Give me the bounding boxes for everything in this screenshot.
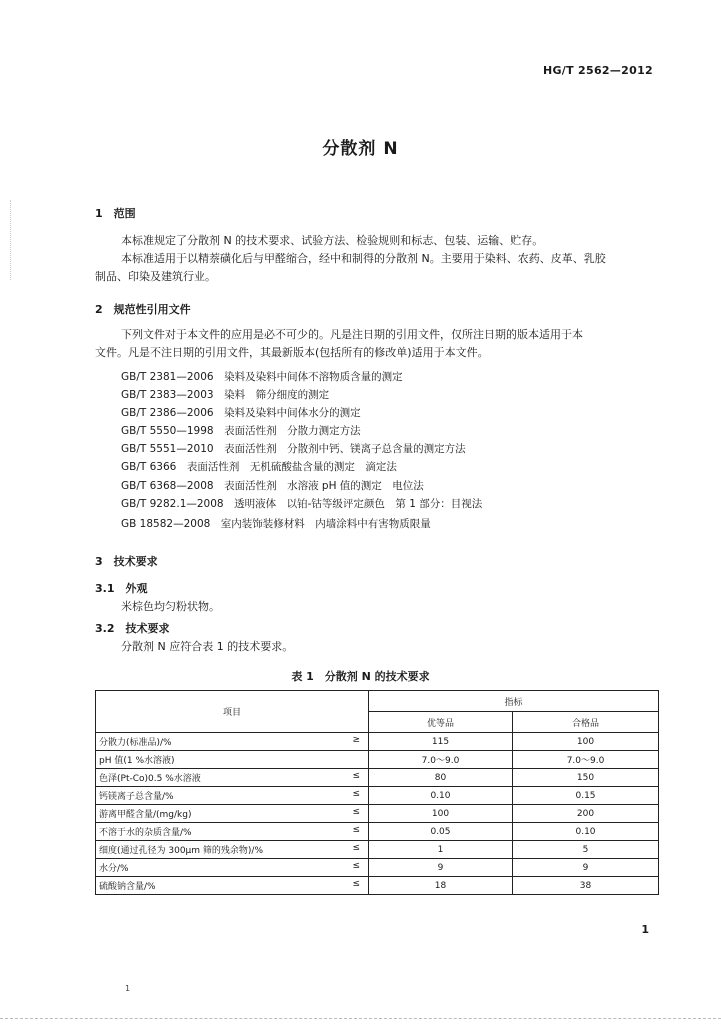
section-3-heading: 3 技术要求	[95, 555, 158, 568]
row-value-qualified: 150	[513, 769, 659, 787]
section-2-heading: 2 规范性引用文件	[95, 303, 191, 316]
row-value-premium: 7.0～9.0	[369, 751, 513, 769]
header-grade-qualified: 合格品	[513, 712, 659, 733]
row-value-premium: 100	[369, 805, 513, 823]
row-operator: ≥	[352, 735, 360, 745]
table-row	[96, 805, 659, 823]
row-value-premium: 80	[369, 769, 513, 787]
header-item: 项目	[96, 691, 369, 733]
row-value-qualified: 0.10	[513, 823, 659, 841]
row-value-qualified: 0.15	[513, 787, 659, 805]
row-item: 不溶于水的杂质含量/%	[99, 828, 192, 838]
row-value-qualified: 100	[513, 733, 659, 751]
row-value-premium: 1	[369, 841, 513, 859]
row-value-premium: 115	[369, 733, 513, 751]
row-item: 水分/%	[99, 864, 129, 874]
row-operator: ≤	[352, 879, 360, 889]
row-value-qualified: 7.0～9.0	[513, 751, 659, 769]
row-value-premium: 18	[369, 877, 513, 895]
reference-item: GB/T 5550—1998 表面活性剂 分散力测定方法	[121, 425, 361, 437]
row-value-premium: 9	[369, 859, 513, 877]
row-value-qualified: 9	[513, 859, 659, 877]
table-row	[96, 733, 659, 751]
table-row	[96, 823, 659, 841]
row-item: 游离甲醛含量/(mg/kg)	[99, 810, 192, 820]
row-value-qualified: 5	[513, 841, 659, 859]
table-row	[96, 787, 659, 805]
reference-item: GB/T 5551—2010 表面活性剂 分散剂中钙、镁离子总含量的测定方法	[121, 443, 466, 455]
reference-item: GB/T 6366 表面活性剂 无机硫酸盐含量的测定 滴定法	[121, 461, 397, 473]
row-operator: ≤	[352, 843, 360, 853]
section-3-2-heading: 3.2 技术要求	[95, 622, 170, 635]
table-caption: 表 1 分散剂 N 的技术要求	[291, 670, 430, 683]
section-2-intro-line-1: 下列文件对于本文件的应用是必不可少的。凡是注日期的引用文件，仅所注日期的版本适用于本	[121, 328, 583, 341]
section-2-intro-line-2: 文件。凡是不注日期的引用文件，其最新版本(包括所有的修改单)适用于本文件。	[95, 346, 489, 359]
table-row	[96, 769, 659, 787]
standard-code: HG/T 2562—2012	[542, 64, 653, 77]
table-row	[96, 859, 659, 877]
reference-item: GB 18582—2008 室内装饰装修材料 内墙涂料中有害物质限量	[121, 518, 431, 530]
row-operator: ≤	[352, 825, 360, 835]
row-operator: ≤	[352, 861, 360, 871]
row-operator: ≤	[352, 771, 360, 781]
row-item: 钙镁离子总含量/%	[99, 792, 174, 802]
section-1-para-2-line-1: 本标准适用于以精萘磺化后与甲醛缩合，经中和制得的分散剂 N。主要用于染料、农药、皮革、乳胶	[121, 252, 606, 265]
row-value-premium: 0.05	[369, 823, 513, 841]
section-3-1-text: 米棕色均匀粉状物。	[121, 600, 220, 613]
reference-item: GB/T 2386—2006 染料及染料中间体水分的测定	[121, 407, 361, 419]
row-item: pH 值(1 %水溶液)	[99, 756, 175, 766]
table-header-row	[96, 691, 659, 712]
row-item: 分散力(标准品)/%	[99, 738, 172, 748]
row-value-qualified: 200	[513, 805, 659, 823]
section-1-heading: 1 范围	[95, 207, 136, 220]
row-item: 色泽(Pt-Co)0.5 %水溶液	[99, 774, 201, 784]
footer-mark: 1	[125, 984, 131, 993]
reference-item: GB/T 2383—2003 染料 筛分细度的测定	[121, 389, 330, 401]
section-3-1-heading: 3.1 外观	[95, 582, 148, 595]
table-row	[96, 877, 659, 895]
header-grade-premium: 优等品	[369, 712, 513, 733]
reference-item: GB/T 9282.1—2008 透明液体 以铂-钴等级评定颜色 第 1 部分：目视法	[121, 498, 483, 510]
row-operator: ≤	[352, 807, 360, 817]
document-title: 分散剂 N	[322, 139, 399, 159]
section-3-2-text: 分散剂 N 应符合表 1 的技术要求。	[121, 640, 294, 653]
page-number: 1	[641, 923, 649, 936]
row-operator: ≤	[352, 789, 360, 799]
section-1-para-1: 本标准规定了分散剂 N 的技术要求、试验方法、检验规则和标志、包装、运输、贮存。	[121, 234, 544, 247]
table-row	[96, 751, 659, 769]
row-item: 细度(通过孔径为 300μm 筛的残余物)/%	[99, 846, 264, 856]
row-value-qualified: 38	[513, 877, 659, 895]
table-row	[96, 841, 659, 859]
spec-table	[95, 690, 659, 895]
scan-margin-line	[10, 200, 11, 280]
row-value-premium: 0.10	[369, 787, 513, 805]
section-1-para-2-line-2: 制品、印染及建筑行业。	[95, 270, 216, 283]
header-index: 指标	[369, 691, 659, 712]
reference-item: GB/T 2381—2006 染料及染料中间体不溶物质含量的测定	[121, 371, 403, 383]
reference-item: GB/T 6368—2008 表面活性剂 水溶液 pH 值的测定 电位法	[121, 480, 424, 492]
row-item: 硫酸钠含量/%	[99, 882, 156, 892]
scan-edge-line	[0, 1018, 721, 1019]
